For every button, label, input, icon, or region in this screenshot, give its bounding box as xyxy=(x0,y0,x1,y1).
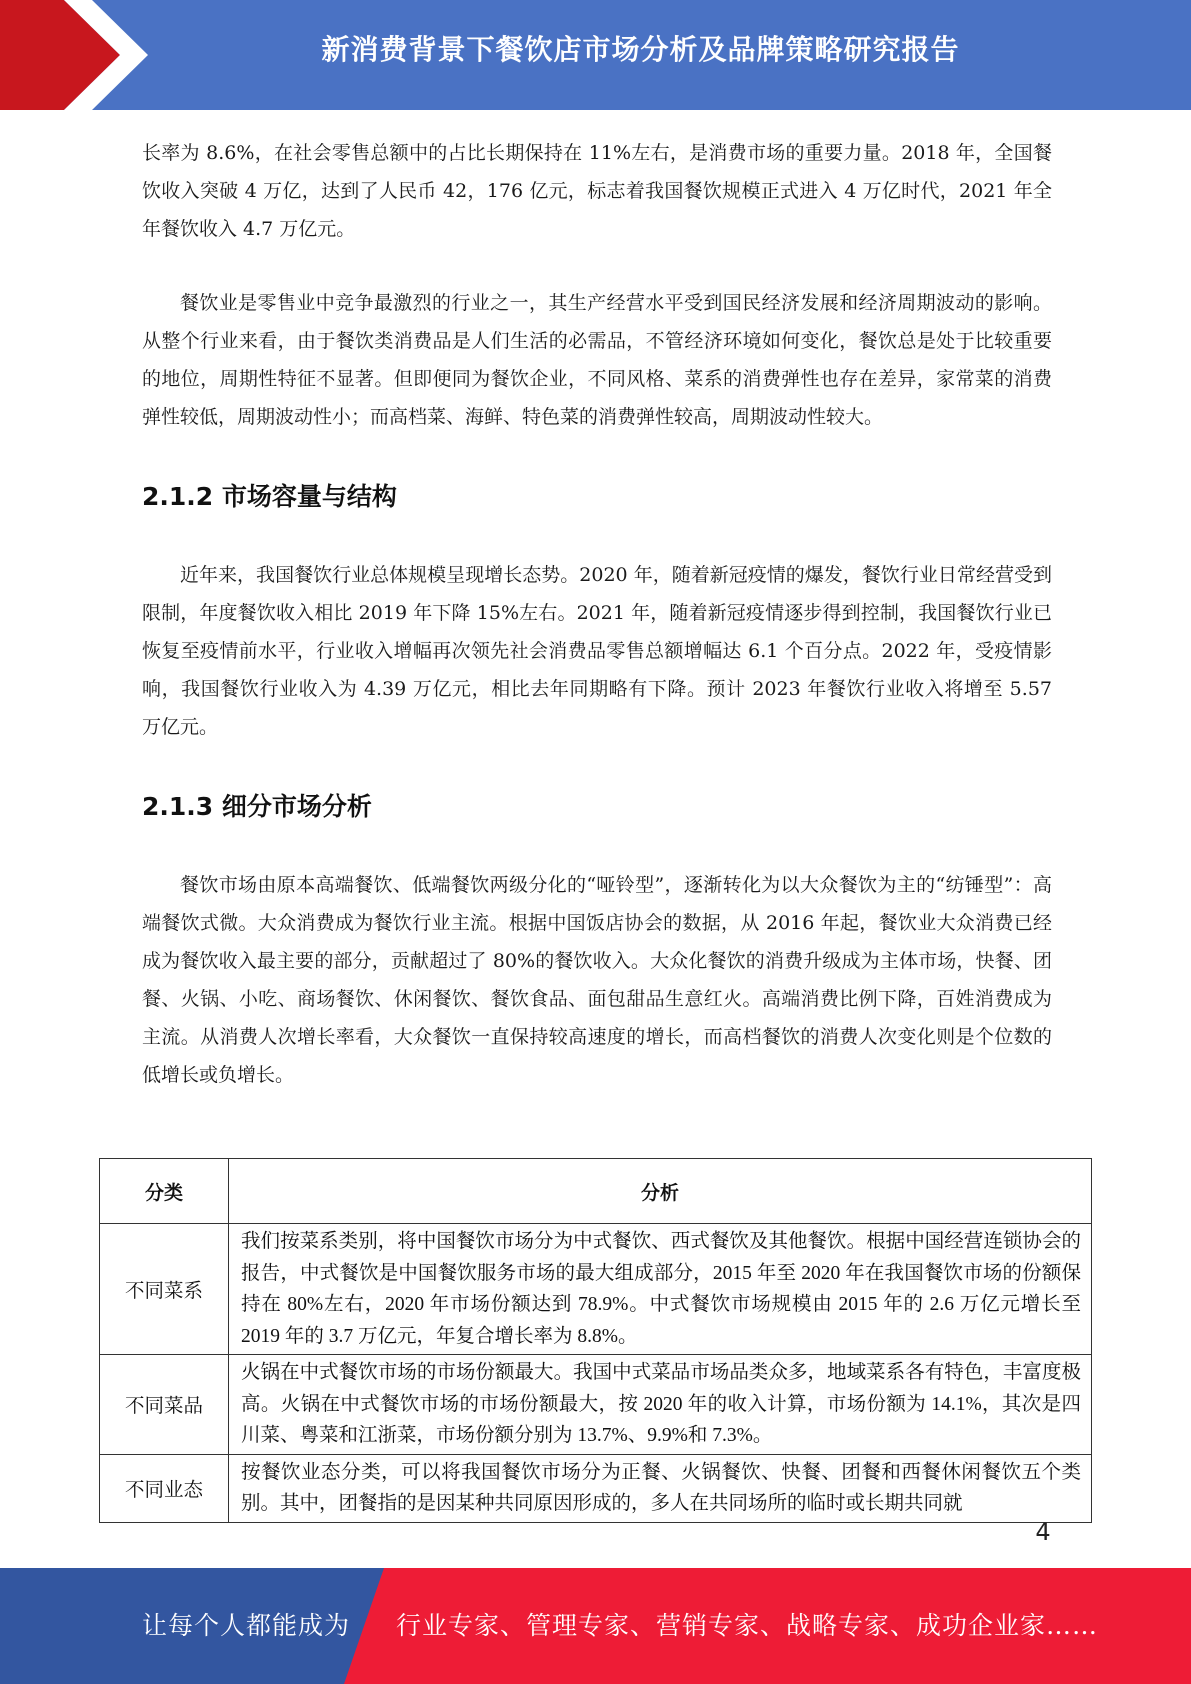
table-header-row xyxy=(100,1159,1092,1224)
table-header-analysis: 分析 xyxy=(229,1159,1092,1224)
page-header xyxy=(0,0,1191,110)
table-row xyxy=(100,1454,1092,1522)
report-body xyxy=(142,134,1052,1094)
page-number: 4 xyxy=(1035,1518,1051,1546)
paragraph-market-capacity: 近年来，我国餐饮行业总体规模呈现增长态势。2020 年，随着新冠疫情的爆发，餐饮行业日常经营受到限制，年度餐饮收入相比 2019 年下降 15%左右。2021 年，随着新冠疫情逐步得到控制，我国餐饮行业已恢复至疫情前水平，行业收入增幅再次领先社会消费品零售总额增幅达 6.1 个百分点。2022 年，受疫情影响，我国餐饮行业收入为 4.39 万亿元，相比去年同期略有下降。预计 2023 年餐饮行业收入将增至 5.57 万亿元。 xyxy=(142,564,1052,738)
section-heading-market-capacity: 2.1.2 市场容量与结构 xyxy=(142,482,397,511)
paragraph-segment-analysis: 餐饮市场由原本高端餐饮、低端餐饮两级分化的“哑铃型”，逐渐转化为以大众餐饮为主的“纺锤型”：高端餐饮式微。大众消费成为餐饮行业主流。根据中国饭店协会的数据，从 2016 年起，餐饮业大众消费已经成为餐饮收入最主要的部分，贡献超过了 80%的餐饮收入。大众化餐饮的消费升级成为主体市场，快餐、团餐、火锅、小吃、商场餐饮、休闲餐饮、餐饮食品、面包甜品生意红火。高端消费比例下降，百姓消费成为主流。从消费人次增长率看，大众餐饮一直保持较高速度的增长，而高档餐饮的消费人次变化则是个位数的低增长或负增长。 xyxy=(142,874,1052,1086)
table-cell-category: 不同业态 xyxy=(100,1454,229,1522)
table-cell-category: 不同菜系 xyxy=(100,1224,229,1355)
paragraph-industry-competition: 餐饮业是零售业中竞争最激烈的行业之一，其生产经营水平受到国民经济发展和经济周期波动的影响。从整个行业来看，由于餐饮类消费品是人们生活的必需品，不管经济环境如何变化，餐饮总是处于比较重要的地位，周期性特征不显著。但即便同为餐饮企业，不同风格、菜系的消费弹性也存在差异，家常菜的消费弹性较低，周期波动性小；而高档菜、海鲜、特色菜的消费弹性较高，周期波动性较大。 xyxy=(142,292,1052,428)
footer-slogan-right: 行业专家、管理专家、营销专家、战略专家、成功企业家…… xyxy=(396,1611,1099,1640)
table-cell-analysis: 我们按菜系类别，将中国餐饮市场分为中式餐饮、西式餐饮及其他餐饮。根据中国经营连锁协会的报告，中式餐饮是中国餐饮服务市场的最大组成部分，2015 年至 2020 年在我国餐饮市场的份额保持在 80%左右，2020 年市场份额达到 78.9%。中式餐饮市场规模由 2015 年的 2.6 万亿元增长至 2019 年的 3.7 万亿元，年复合增长率为 8.8%。 xyxy=(229,1224,1092,1355)
footer-slogan-left: 让每个人都能成为 xyxy=(142,1611,351,1640)
table-header-category: 分类 xyxy=(100,1159,229,1224)
segment-analysis-table xyxy=(99,1158,1092,1523)
table-row xyxy=(100,1355,1092,1455)
page-footer xyxy=(0,1568,1191,1684)
paragraph-growth-rate: 长率为 8.6%，在社会零售总额中的占比长期保持在 11%左右，是消费市场的重要力量。2018 年，全国餐饮收入突破 4 万亿，达到了人民币 42，176 亿元，标志着我国餐饮规模正式进入 4 万亿时代，2021 年全年餐饮收入 4.7 万亿元。 xyxy=(142,142,1052,240)
table-cell-analysis: 按餐饮业态分类，可以将我国餐饮市场分为正餐、火锅餐饮、快餐、团餐和西餐休闲餐饮五个类别。其中，团餐指的是因某种共同原因形成的，多人在共同场所的临时或长期共同就 xyxy=(229,1454,1092,1522)
table-cell-category: 不同菜品 xyxy=(100,1355,229,1455)
table-row xyxy=(100,1224,1092,1355)
report-title: 新消费背景下餐饮店市场分析及品牌策略研究报告 xyxy=(321,33,960,66)
section-heading-segment-analysis: 2.1.3 细分市场分析 xyxy=(142,792,372,821)
table-cell-analysis: 火锅在中式餐饮市场的市场份额最大。我国中式菜品市场品类众多，地域菜系各有特色，丰富度极高。火锅在中式餐饮市场的市场份额最大，按 2020 年的收入计算，市场份额为 14.1%，其次是四川菜、粤菜和江浙菜，市场份额分别为 13.7%、9.9%和 7.3%。 xyxy=(229,1355,1092,1455)
